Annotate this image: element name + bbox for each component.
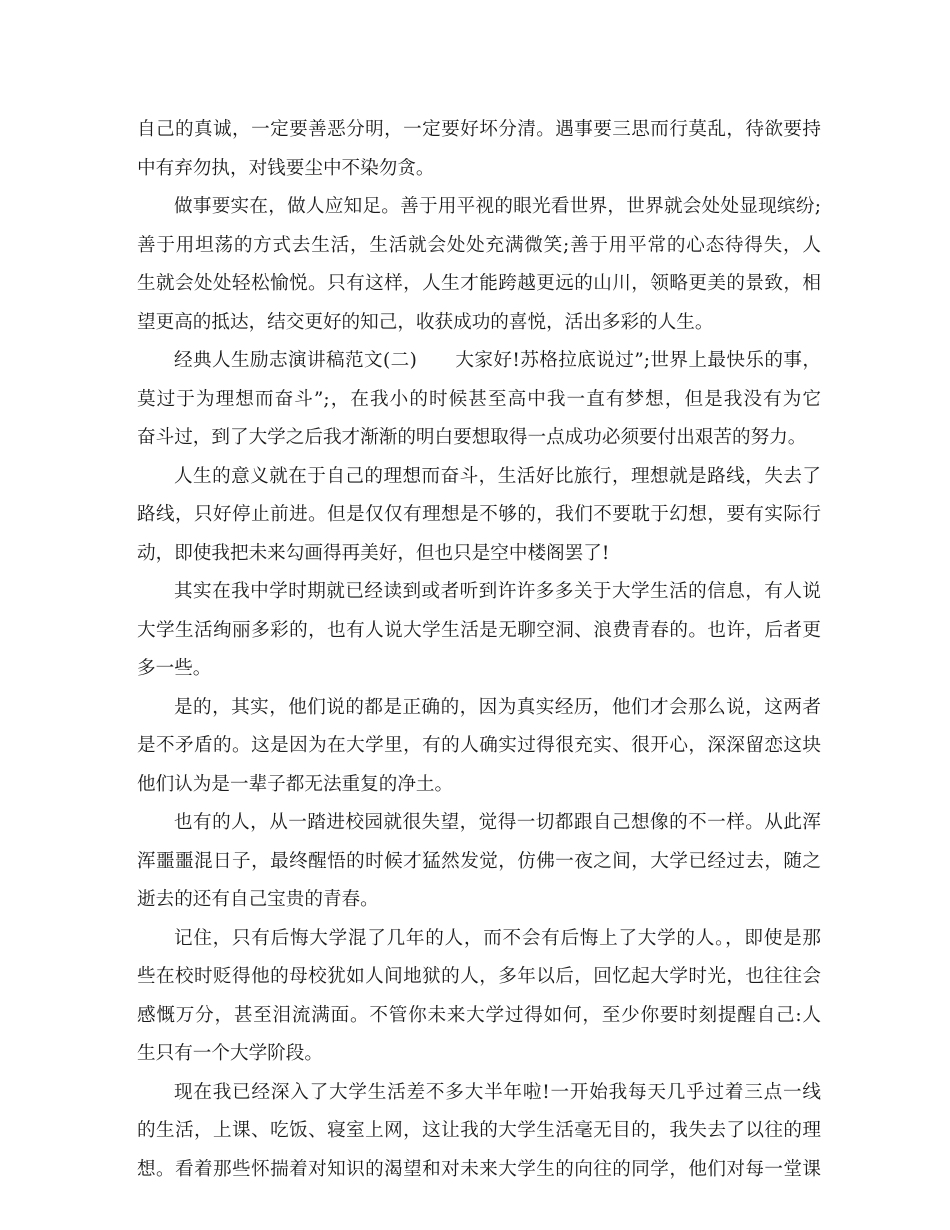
text-line: 莫过于为理想而奋斗”;，在我小的时候甚至高中我一直有梦想，但是我没有为它 — [137, 388, 821, 410]
text-line: 想。看着那些怀揣着对知识的渴望和对未来大学生的向往的同学，他们对每一堂课 — [137, 1158, 821, 1180]
text-line: 现在我已经深入了大学生活差不多大半年啦!一开始我每天几乎过着三点一线 — [174, 1081, 821, 1103]
text-line: 是不矛盾的。这是因为在大学里，有的人确实过得很充实、很开心，深深留恋这块 — [137, 735, 821, 756]
text-line: 奋斗过，到了大学之后我才渐渐的明白要想取得一点成功必须要付出艰苦的努力。 — [137, 427, 807, 448]
text-line: 生就会处处轻松愉悦。只有这样，人生才能跨越更远的山川，领略更美的景致，相 — [137, 273, 821, 294]
text-line: 感慨万分，甚至泪流满面。不管你未来大学过得如何，至少你要时刻提醒自己:人 — [137, 1004, 821, 1026]
text-line: 大学生活绚丽多彩的，也有人说大学生活是无聊空洞、浪费青春的。也许，后者更 — [137, 619, 821, 641]
text-line: 的生活，上课、吃饭、寝室上网，这让我的大学生活毫无目的，我失去了以往的理 — [137, 1120, 821, 1141]
text-line: 记住，只有后悔大学混了几年的人，而不会有后悔上了大学的人。，即使是那 — [174, 927, 821, 949]
text-line: 他们认为是一辈子都无法重复的净土。 — [137, 773, 454, 795]
text-line: 是的，其实，他们说的都是正确的，因为真实经历，他们才会那么说，这两者 — [174, 696, 821, 718]
text-line: 些在校时贬得他的母校犹如人间地狱的人，多年以后，回忆起大学时光，也往往会 — [137, 966, 821, 987]
text-line: 逝去的还有自己宝贵的青春。 — [137, 889, 379, 910]
text-line: 中有弃勿执，对钱要尘中不染勿贪。 — [137, 157, 435, 179]
text-line: 人生的意义就在于自己的理想而奋斗，生活好比旅行，理想就是路线，失去了 — [174, 465, 821, 487]
text-line: 浑噩噩混日子，最终醒悟的时候才猛然发觉，仿佛一夜之间，大学已经过去，随之 — [137, 850, 821, 872]
text-line: 经典人生励志演讲稿范文(二) 大家好!苏格拉底说过”;世界上最快乐的事， — [174, 350, 821, 371]
text-line: 做事要实在，做人应知足。善于用平视的眼光看世界，世界就会处处显现缤纷; — [174, 196, 821, 217]
document-body — [137, 111, 821, 1189]
text-line: 其实在我中学时期就已经读到或者听到许许多多关于大学生活的信息，有人说 — [174, 581, 821, 602]
text-line: 望更高的抵达，结交更好的知己，收获成功的喜悦，活出多彩的人生。 — [137, 311, 714, 333]
text-line: 自己的真诚，一定要善恶分明，一定要好坏分清。遇事要三思而行莫乱，待欲要持 — [137, 119, 821, 140]
text-line: 善于用坦荡的方式去生活，生活就会处处充满微笑;善于用平常的心态待得失，人 — [137, 234, 821, 256]
text-line: 动，即使我把未来勾画得再美好，但也只是空中楼阁罢了! — [137, 542, 610, 564]
text-line: 生只有一个大学阶段。 — [137, 1043, 323, 1064]
text-line: 多一些。 — [137, 658, 212, 679]
text-line: 也有的人，从一踏进校园就很失望，觉得一切都跟自己想像的不一样。从此浑 — [174, 812, 821, 833]
text-line: 路线，只好停止前进。但是仅仅有理想是不够的，我们不要耽于幻想，要有实际行 — [137, 504, 821, 525]
